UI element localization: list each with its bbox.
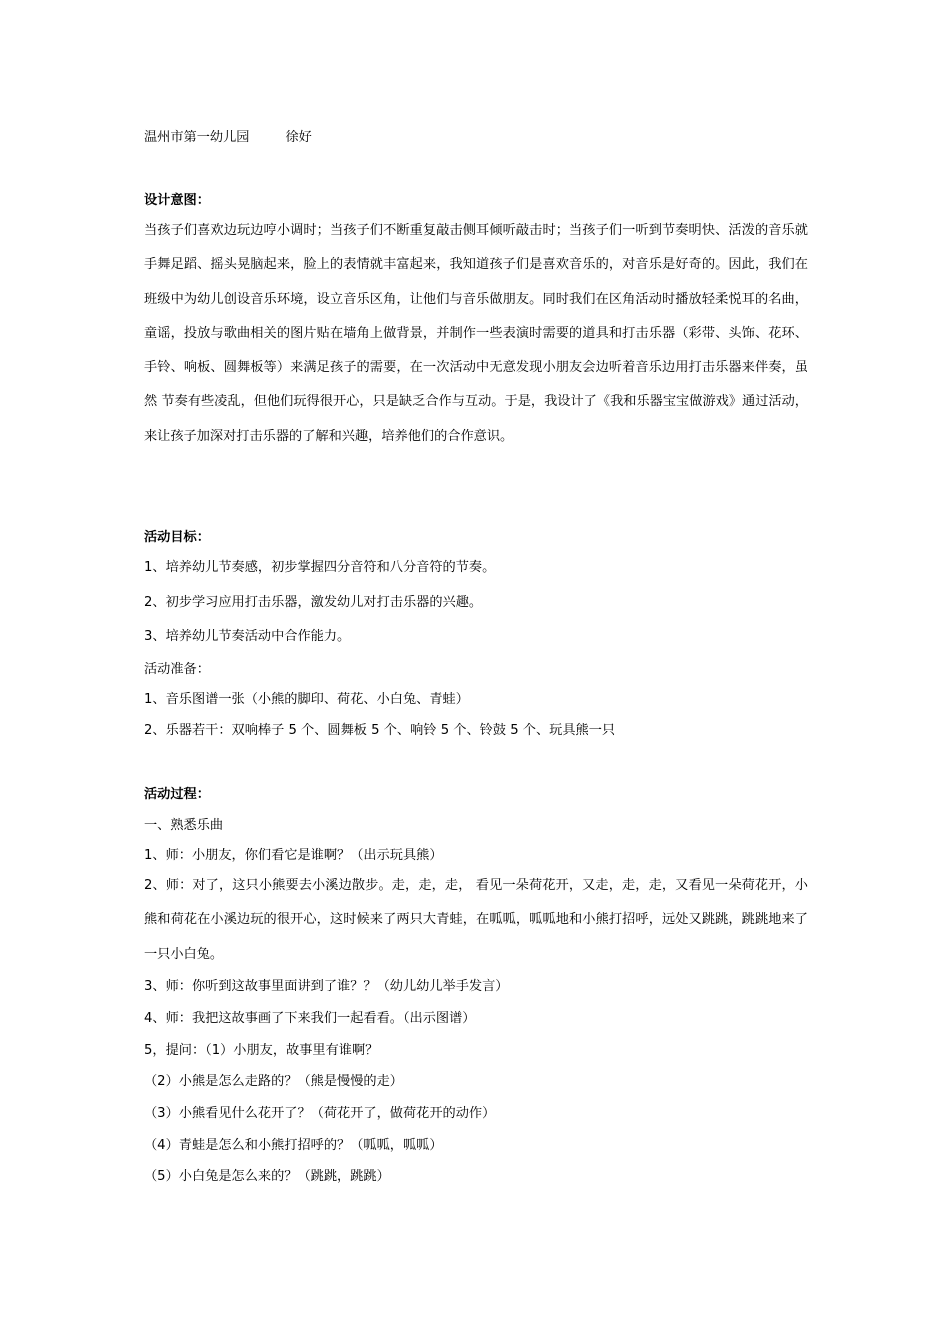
sub-question-5: （5）小白兔是怎么来的？（跳跳，跳跳） xyxy=(144,1169,390,1184)
header-line xyxy=(144,128,312,148)
sub-question-4: （4）青蛙是怎么和小熊打招呼的？（呱呱，呱呱） xyxy=(144,1138,443,1153)
sub-question-2: （2）小熊是怎么走路的？（熊是慢慢的走） xyxy=(144,1074,403,1089)
preparation-heading: 活动准备： xyxy=(144,662,210,677)
preparation-item-2: 2、乐器若干：双响棒子 5 个、圆舞板 5 个、响铃 5 个、铃鼓 5 个、玩具熊一只 xyxy=(144,723,616,738)
goal-item-1: 1、培养幼儿节奏感，初步掌握四分音符和八分音符的节奏。 xyxy=(144,560,496,575)
process-step-1: 1、师：小朋友，你们看它是谁啊？（出示玩具熊） xyxy=(144,848,443,863)
sub-question-3: （3）小熊看见什么花开了？（荷花开了，做荷花开的动作） xyxy=(144,1106,496,1121)
process-step-2: 2、师：对了，这只小熊要去小溪边散步。走，走，走， 看见一朵荷花开，又走，走，走，又看见一朵荷花开，小熊和荷花在小溪边玩的很开心，这时候来了两只大青蛙，在呱呱，呱呱地和小熊打招呼，远处又跳跳，跳跳地来了一只小白兔。 xyxy=(144,878,808,962)
design-intent-paragraph: 当孩子们喜欢边玩边哼小调时；当孩子们不断重复敲击侧耳倾听敲击时；当孩子们一听到节奏明快、活泼的音乐就手舞足蹈、摇头晃脑起来，脸上的表情就丰富起来，我知道孩子们是喜欢音乐的，对音乐是好奇的。因此，我们在班级中为幼儿创设音乐环境，设立音乐区角，让他们与音乐做朋友。同时我们在区角活动时播放轻柔悦耳的名曲，童谣，投放与歌曲相关的图片贴在墙角上做背景，并制作一些表演时需要的道具和打击乐器（彩带、头饰、花环、手铃、响板、圆舞板等）来满足孩子的需要，在一次活动中无意发现小朋友会边听着音乐边用打击乐器来伴奏，虽然 节奏有些凌乱，但他们玩得很开心，只是缺乏合作与互动。于是，我设计了《我和乐器宝宝做游戏》通过活动，来让孩子加深对打击乐器的了解和兴趣，培养他们的合作意识。 xyxy=(144,223,808,444)
design-intent-heading: 设计意图： xyxy=(144,193,210,208)
process-step-3: 3、师：你听到这故事里面讲到了谁？？（幼儿幼儿举手发言） xyxy=(144,979,509,994)
school-name: 温州市第一幼儿园 xyxy=(144,130,250,145)
process-step-4: 4、师：我把这故事画了下来我们一起看看。（出示图谱） xyxy=(144,1011,476,1026)
goal-item-3: 3、培养幼儿节奏活动中合作能力。 xyxy=(144,629,351,644)
process-section-one: 一、熟悉乐曲 xyxy=(144,818,224,833)
goals-heading: 活动目标： xyxy=(144,530,210,545)
goal-item-2: 2、初步学习应用打击乐器，激发幼儿对打击乐器的兴趣。 xyxy=(144,595,483,610)
author-name: 徐好 xyxy=(285,130,312,145)
process-step-5: 5，提问：（1）小朋友，故事里有谁啊？ xyxy=(144,1043,379,1058)
preparation-item-1: 1、音乐图谱一张（小熊的脚印、荷花、小白兔、青蛙） xyxy=(144,692,469,707)
process-heading: 活动过程： xyxy=(144,787,210,802)
